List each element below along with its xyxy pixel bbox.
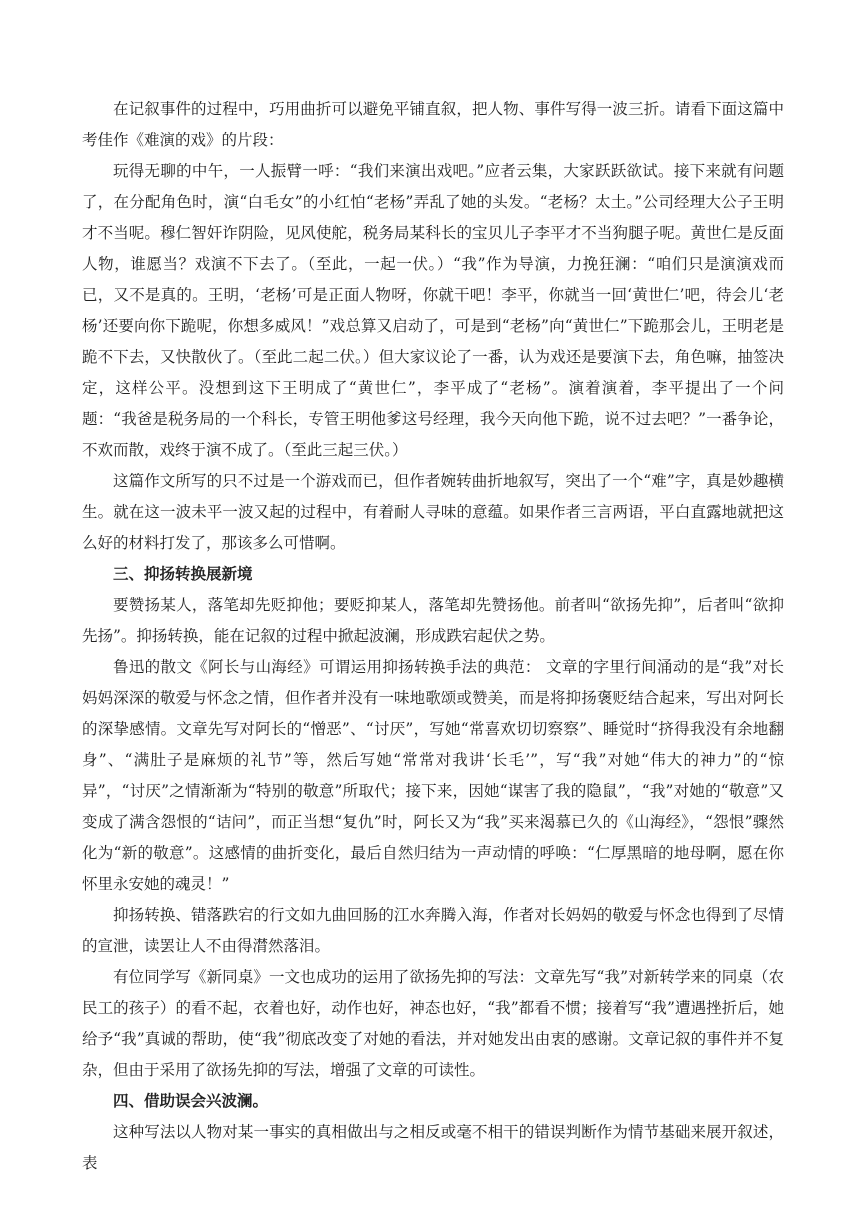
paragraph: 这种写法以人物对某一事实的真相做出与之相反或毫不相干的错误判断作为情节基础来展开叙述，表 xyxy=(82,1123,784,1172)
section-heading: 四、借助误会兴波澜。 xyxy=(113,1092,269,1110)
paragraph: 这篇作文所写的只不过是一个游戏而已，但作者婉转曲折地叙写，突出了一个“难”字，真是妙趣横生。就在这一波未平一波又起的过程中，有着耐人寻味的意蕴。如果作者三言两语，平白直露地就把这么好的材料打发了，那该多么可惜啊。 xyxy=(82,472,784,552)
paragraph: 有位同学写《新同桌》一文也成功的运用了欲扬先抑的写法：文章先写“我”对新转学来的同桌（农民工的孩子）的看不起，衣着也好，动作也好，神态也好，“我”都看不惯；接着写“我”遭遇挫折后，她给予“我”真诚的帮助，使“我”彻底改变了对她的看法，并对她发出由衷的感谢。文章记叙的事件并不复杂，但由于采用了欲扬先抑的写法，增强了文章的可读性。 xyxy=(82,968,784,1079)
paragraph: 在记叙事件的过程中，巧用曲折可以避免平铺直叙，把人物、事件写得一波三折。请看下面这篇中考佳作《难演的戏》的片段： xyxy=(82,100,784,149)
paragraph: 鲁迅的散文《阿长与山海经》可谓运用抑扬转换手法的典范： 文章的字里行间涌动的是“我”对长妈妈深深的敬爱与怀念之情，但作者并没有一味地歌颂或赞美，而是将抑扬褒贬结合起来，写出对阿长的深挚感情。文章先写对阿长的“憎恶”、“讨厌”，写她“常喜欢切切察察”、睡觉时“挤得我没有余地翻身”、“满肚子是麻烦的礼节”等，然后写她“常常对我讲‘长毛’”，写“我”对她“伟大的神力”的“惊异”，“讨厌”之情渐渐为“特别的敬意”所取代；接下来，因她“谋害了我的隐鼠”，“我”对她的“敬意”又变成了满含怨恨的“诘问”，而正当想“复仇”时，阿长又为“我”买来渴慕已久的《山海经》，“怨恨”骤然化为“新的敬意”。这感情的曲折变化，最后自然归结为一声动情的呼唤：“仁厚黑暗的地母啊，愿在你怀里永安她的魂灵！” xyxy=(82,658,784,893)
paragraph: 抑扬转换、错落跌宕的行文如九曲回肠的江水奔腾入海，作者对长妈妈的敬爱与怀念也得到了尽情的宣泄，读罢让人不由得潸然落泪。 xyxy=(82,906,784,955)
paragraph: 要赞扬某人，落笔却先贬抑他；要贬抑某人，落笔却先赞扬他。前者叫“欲扬先抑”，后者叫“欲抑先扬”。抑扬转换，能在记叙的过程中掀起波澜，形成跌宕起伏之势。 xyxy=(82,596,784,645)
section-heading: 三、抑扬转换展新境 xyxy=(113,565,253,583)
paragraph: 玩得无聊的中午，一人振臂一呼：“我们来演出戏吧。”应者云集，大家跃跃欲试。接下来就有问题了，在分配角色时，演“白毛女”的小红怕“老杨”弄乱了她的头发。“老杨？太土。”公司经理大公子王明才不当呢。穆仁智奸诈阴险，见风使舵，税务局某科长的宝贝儿子李平才不当狗腿子呢。黄世仁是反面人物，谁愿当？戏演不下去了。（至此，一起一伏。）“我”作为导演，力挽狂澜：“咱们只是演演戏而已，又不是真的。王明，‘老杨’可是正面人物呀，你就干吧！李平，你就当一回‘黄世仁’吧，待会儿‘老杨’还要向你下跪呢，你想多威风！”戏总算又启动了，可是到“老杨”向“黄世仁”下跪那会儿，王明老是跪不下去，又快散伙了。（至此二起二伏。）但大家议论了一番，认为戏还是要演下去，角色嘛，抽签决定，这样公平。没想到这下王明成了“黄世仁”，李平成了“老杨”。演着演着，李平提出了一个问题：“我爸是税务局的一个科长，专管王明他爹这号经理，我今天向他下跪，说不过去吧？”一番争论，不欢而散，戏终于演不成了。（至此三起三伏。） xyxy=(82,162,784,459)
document-page xyxy=(82,94,784,1179)
